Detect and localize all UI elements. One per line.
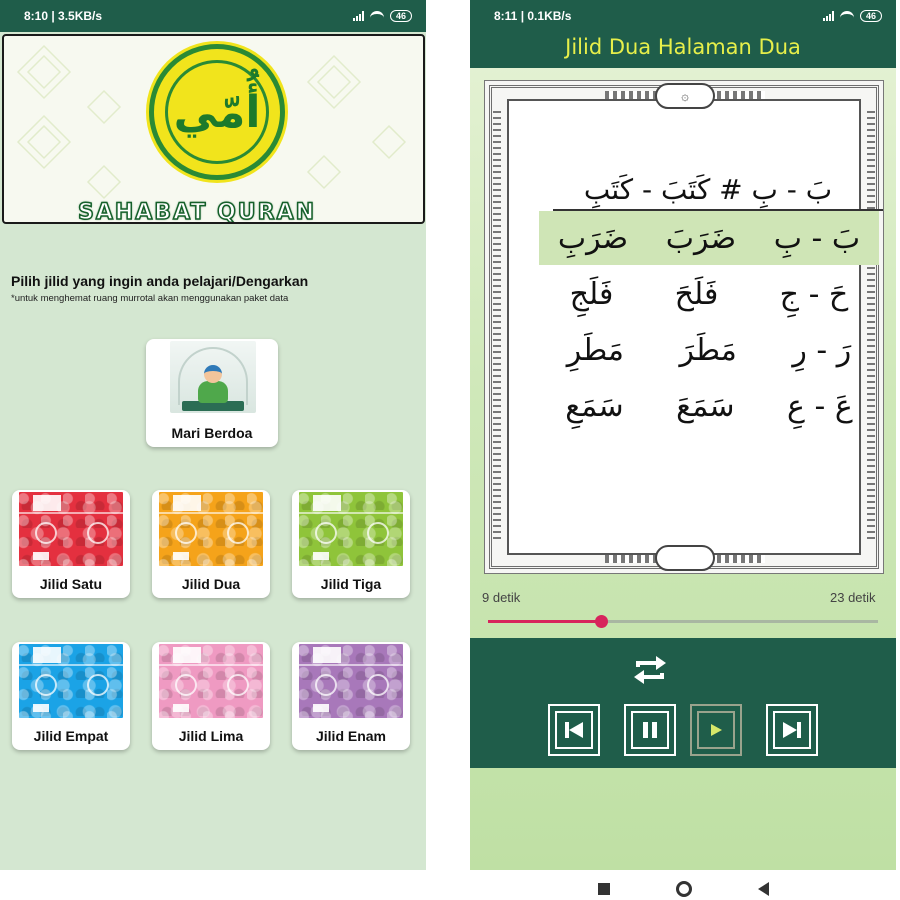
recents-icon[interactable] (598, 883, 610, 895)
player-controls (470, 638, 896, 768)
book-cover-icon (19, 644, 123, 718)
ornament-bottom-icon (655, 545, 715, 571)
page-row (539, 323, 879, 377)
jilid-card[interactable] (152, 642, 270, 750)
jilid-card[interactable] (292, 642, 410, 750)
arabic-word: حَ - جِ (779, 276, 849, 312)
previous-icon (563, 720, 585, 740)
brand-name: SAHABAT QURAN (78, 200, 317, 224)
status-time: 8:10 | 3.5KB/s (24, 9, 103, 23)
book-cover-icon (299, 644, 403, 718)
jilid-label: Jilid Lima (178, 728, 244, 744)
arabic-word: مَطَرَ (679, 332, 737, 368)
jilid-label: Jilid Enam (315, 728, 387, 744)
mari-berdoa-card[interactable] (146, 339, 278, 447)
page-content (507, 99, 861, 555)
arabic-word: بَ - بِ (773, 220, 861, 256)
signal-icon (353, 11, 364, 21)
pause-button[interactable] (624, 704, 676, 756)
arabic-word: رَ - رِ (792, 332, 852, 368)
arabic-word: عَ - عِ (787, 388, 853, 424)
book-cover-icon (19, 492, 123, 566)
arabic-word: مَطَرِ (566, 332, 624, 368)
status-time: 8:11 | 0.1KB/s (494, 9, 572, 23)
jilid-label: Jilid Tiga (320, 576, 382, 592)
status-bar (0, 0, 426, 32)
book-cover-icon (159, 492, 263, 566)
android-nav-bar-right (470, 878, 896, 900)
back-icon[interactable] (758, 882, 769, 896)
page-row (539, 211, 879, 265)
jilid-card[interactable] (12, 490, 130, 598)
battery-icon: 46 (860, 10, 882, 22)
wifi-icon (370, 11, 384, 21)
book-cover-icon (299, 492, 403, 566)
jilid-label: Jilid Satu (39, 576, 103, 592)
play-icon (708, 722, 724, 738)
repeat-icon[interactable] (630, 650, 670, 690)
total-time: 23 detik (830, 590, 876, 605)
ornament-top-icon: ۞ (655, 83, 715, 109)
page-top-line: بَ - بِ # كَتَبَ - كَتَبِ (583, 173, 833, 206)
ummi-logo: أُمّي (149, 44, 285, 180)
app-banner (2, 34, 425, 224)
book-selection-screen (0, 0, 426, 870)
book-cover-icon (159, 644, 263, 718)
wifi-icon (840, 11, 854, 21)
previous-button[interactable] (548, 704, 600, 756)
next-icon (781, 720, 803, 740)
jilid-card[interactable] (292, 490, 410, 598)
arabic-word: فَلَحَ (674, 276, 719, 312)
next-button[interactable] (766, 704, 818, 756)
home-icon[interactable] (676, 881, 692, 897)
status-icons (353, 10, 412, 22)
arabic-word: سَمَعَ (676, 388, 735, 424)
play-button[interactable] (690, 704, 742, 756)
page-row (539, 379, 879, 433)
arabic-word: فَلَجِ (569, 276, 614, 312)
seek-bar-progress (488, 620, 601, 623)
seek-bar[interactable] (488, 620, 878, 623)
signal-icon (823, 11, 834, 21)
pause-icon (640, 720, 660, 740)
instruction-heading: Pilih jilid yang ingin anda pelajari/Dengarkan (11, 273, 309, 289)
data-usage-note: *untuk menghemat ruang murrotal akan menggunakan paket data (11, 293, 289, 304)
elapsed-time: 9 detik (482, 590, 521, 605)
status-icons (823, 10, 882, 22)
status-bar (470, 0, 896, 32)
mari-berdoa-label: Mari Berdoa (171, 425, 253, 441)
arabic-word: ضَرَبِ (557, 220, 629, 256)
jilid-page (484, 80, 884, 574)
battery-icon: 46 (390, 10, 412, 22)
jilid-label: Jilid Dua (181, 576, 241, 592)
jilid-label: Jilid Empat (33, 728, 109, 744)
seek-bar-thumb[interactable] (595, 615, 608, 628)
jilid-card[interactable] (12, 642, 130, 750)
praying-child-icon (170, 341, 256, 413)
jilid-card[interactable] (152, 490, 270, 598)
arabic-word: سَمَعِ (565, 388, 624, 424)
arabic-word: ضَرَبَ (665, 220, 737, 256)
page-title: Jilid Dua Halaman Dua (470, 32, 896, 68)
page-row (539, 267, 879, 321)
frame-border-left (493, 111, 501, 543)
